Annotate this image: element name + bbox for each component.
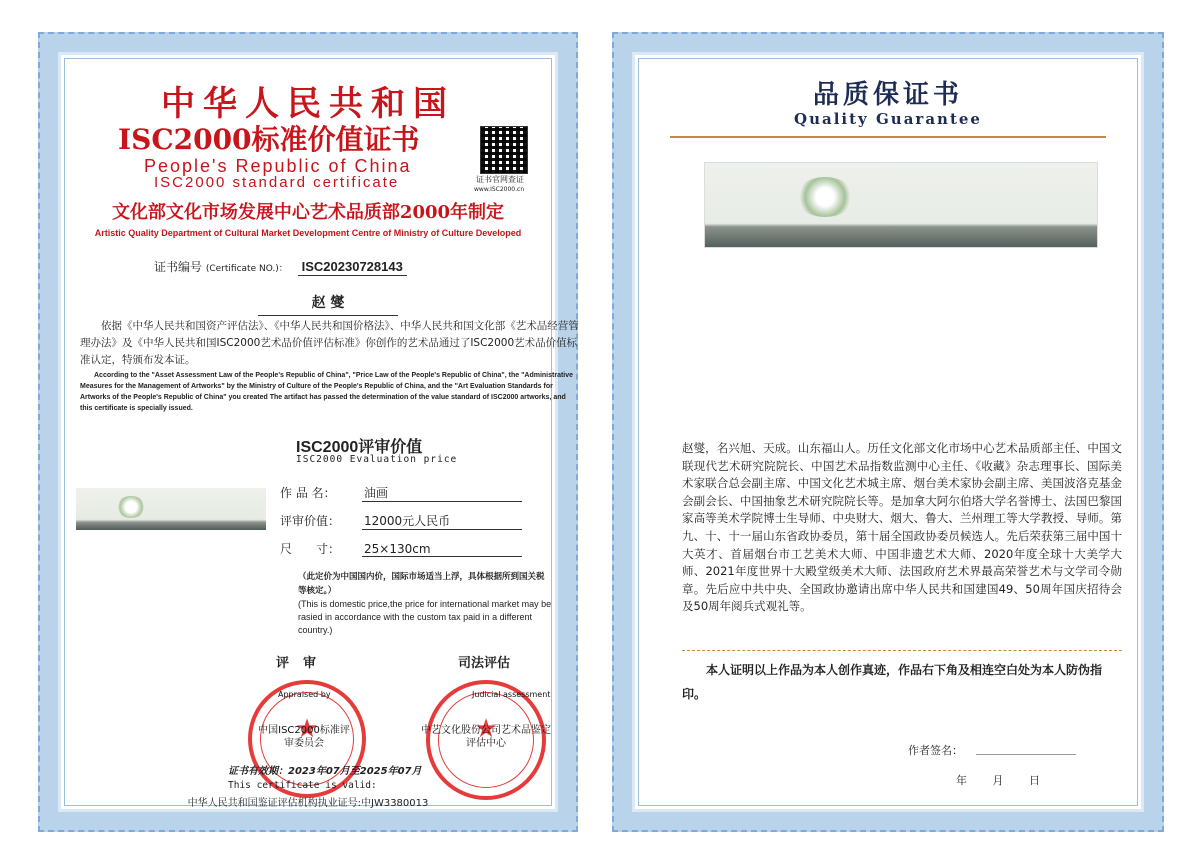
ministry-title: 文化部文化市场发展中心艺术品质部2000年制定 <box>111 202 505 223</box>
ministry-title-en: Artistic Quality Department of Cultural Market Development Centre of Ministry of Culture Developed <box>94 228 522 238</box>
price-note-zh: （此定价为中国国内价，国际市场适当上浮，具体根据所到国关税等核定。） <box>298 572 545 596</box>
artist-name: 赵 燮 <box>258 292 398 316</box>
judicial-seal-label-zh: 中艺文化股份公司艺术品鉴定评估中心 <box>421 725 551 749</box>
field-label: 评审价值： <box>280 514 341 528</box>
signing-date: 年 月 日 <box>956 774 1040 787</box>
evaluation-title-en: ISC2000 Evaluation price <box>296 454 458 465</box>
guarantee-subtitle: Quality Guarantee <box>794 110 982 128</box>
title-divider <box>670 136 1106 138</box>
judicial-heading: 司法评估 <box>458 656 511 671</box>
field-value: 25×130cm <box>362 542 522 557</box>
legal-basis-en: According to the "Asset Assessment Law of the People's Republic of China", "Price Law of the People's Republic of China", the "Administrative Measures for the Management of Artworks" by the Ministry of Culture of the People's Republic of China, and the "Art Evaluation Standards for Artworks of the People's Republic of China" you created The artifact has passed the determination of the value standard of ISC2000 artworks, and this certificate is specially issued. <box>80 372 574 412</box>
english-country-title: People's Republic of China <box>144 156 412 176</box>
isc-title: ISC2000标准价值证书 <box>118 123 420 156</box>
appraisal-heading: 评审 <box>276 656 331 671</box>
guarantee-title: 品质保证书 <box>812 80 963 110</box>
cert-no-label: 证书编号 <box>154 260 203 274</box>
country-title: 中华人民共和国 <box>161 84 455 124</box>
judicial-seal-label-en: Judicial assessment <box>472 690 551 699</box>
artist-biography: 赵燮，名兴旭、天成。山东福山人。历任文化部文化市场中心艺术品质部主任、中国文联现代艺术研究院院长、中国艺术品指数监测中心主任、《收藏》杂志理事长、国际美术家联合总会副主席、中国文化艺术城主席、烟台美术家协会副主席、美国波洛克基金会副会长、中国抽象艺术研究院院长等。是加拿大阿尔伯塔大学名誉博士、法国巴黎国家高等美术学院博士生导师、中央财大、烟大、鲁大、兰州理工等大学教授、导师。第九、十、十一届山东省政协委员，第十届全国政协委员候选人。先后荣获第三届中国十大英才、首届烟台市工艺美术大师、中国非遗艺术大师、2020年度全球十大美学大师、2021年度世界十大殿堂级美术大师、法国政府艺术界最高荣誉艺术与文学司令勋章。先后应中共中央、全国政协邀请出席中华人民共和国建国49、50周年国庆招待会及50周年阅兵式观礼等。 <box>682 441 1122 614</box>
english-standard-title: ISC2000 standard certificate <box>154 174 400 191</box>
signature-line <box>976 754 1076 755</box>
quality-guarantee-certificate <box>612 32 1164 832</box>
price-note-en: (This is domestic price,the price for international market may be rasied in accordance with the custom tax paid in a different country.) <box>298 599 552 635</box>
appraisal-seal-label-zh: 中国ISC2000标准评审委员会 <box>258 725 350 749</box>
authenticity-statement: 本人证明以上作品为本人创作真迹，作品右下角及相连空白处为本人防伪指印。 <box>682 663 1103 701</box>
evaluation-title: ISC2000评审价值 <box>296 439 423 456</box>
field-label: 尺 寸： <box>280 542 341 556</box>
qr-caption: 证书官网查证 <box>476 175 524 184</box>
isc2000-certificate <box>38 32 578 832</box>
artwork-thumbnail <box>76 488 266 530</box>
artwork-image <box>704 162 1098 248</box>
field-row-size <box>280 540 522 557</box>
appraisal-seal-label-en: Appraised by <box>278 690 331 699</box>
signer-label: 作者签名： <box>908 744 963 757</box>
cert-no-label-en: (Certificate NO.)： <box>205 264 288 274</box>
field-label: 作 品 名： <box>280 486 336 500</box>
certificate-number: ISC20230728143 <box>298 259 407 276</box>
qr-url: www.ISC2000.cn <box>474 186 525 193</box>
legal-basis-zh: 依据《中华人民共和国资产评估法》、《中华人民共和国价格法》、中华人民共和国文化部《艺术品经营管理办法》及《中华人民共和国ISC2000艺术品价值评估标准》你创作的艺术品通过了ISC2000艺术品价值标准认定，特颁布发本证。 <box>80 320 579 366</box>
field-row-title <box>280 484 522 502</box>
validity-period-en: This certificate is valid: <box>228 780 377 791</box>
certificate-number-row <box>154 258 407 276</box>
field-row-price <box>280 512 522 530</box>
license-number: 中华人民共和国鉴证评估机构执业证号:中JW3380013 <box>187 798 429 809</box>
field-value: 油画 <box>362 484 522 502</box>
biography-divider <box>682 650 1122 651</box>
validity-period: 证书有效期：2023年07月至2025年07月 <box>228 766 422 777</box>
qr-code-icon[interactable] <box>480 126 528 174</box>
field-value: 12000元人民币 <box>362 512 522 530</box>
